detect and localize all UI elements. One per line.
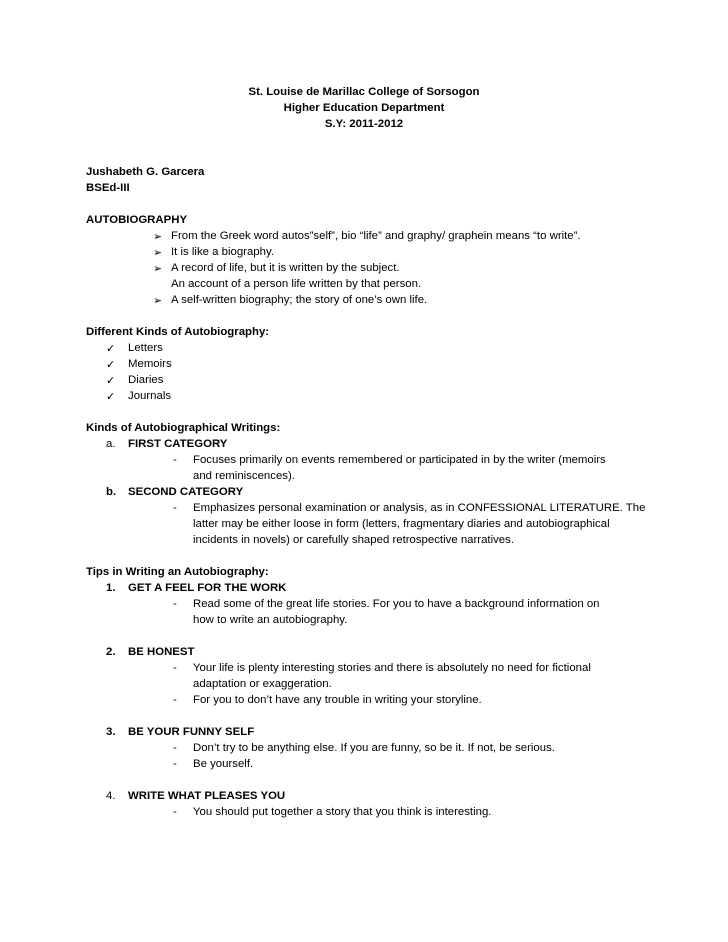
- autobiography-heading: AUTOBIOGRAPHY: [86, 214, 188, 226]
- dash-bullet: -: [173, 454, 177, 466]
- kinds-item: Memoirs: [128, 358, 172, 370]
- department-name: Higher Education Department: [283, 102, 445, 114]
- autobiography-point: [153, 230, 162, 243]
- category-marker: a.: [106, 438, 116, 450]
- category-line: Focuses primarily on events remembered or participated in by the writer (memoirs: [193, 454, 606, 466]
- dash-bullet: -: [173, 742, 177, 754]
- category-line: latter may be either loose in form (letters, fragmentary diaries and autobiographical: [193, 518, 610, 530]
- category-line: incidents in novels) or carefully shaped retrospective narratives.: [193, 534, 514, 546]
- dash-bullet: -: [173, 694, 177, 706]
- kinds-item: Diaries: [128, 374, 164, 386]
- kinds-item: Journals: [128, 390, 172, 402]
- arrow-bullet-icon: ➢: [153, 263, 163, 275]
- tip-line: Your life is plenty interesting stories and there is absolutely no need for fictional: [193, 662, 591, 674]
- tip-marker: 4.: [106, 790, 116, 802]
- autobiography-point: [153, 262, 162, 275]
- autobiography-point-text: From the Greek word autos”self”, bio “life” and graphy/ graphein means “to write”.: [171, 230, 581, 242]
- tip-line: Be yourself.: [193, 758, 254, 770]
- kinds-heading: Different Kinds of Autobiography:: [86, 326, 270, 338]
- tip-line: Read some of the great life stories. For you to have a background information on: [193, 598, 600, 610]
- tip-line: You should put together a story that you think is interesting.: [193, 806, 492, 818]
- category-title: SECOND CATEGORY: [128, 486, 244, 498]
- checkmark-icon: ✓: [106, 375, 116, 387]
- autobiography-point-text: It is like a biography.: [171, 246, 274, 258]
- tip-title: GET A FEEL FOR THE WORK: [128, 582, 287, 594]
- arrow-bullet-icon: ➢: [153, 231, 163, 243]
- autobiography-point: [153, 246, 162, 259]
- autobiography-point-continuation: An account of a person life written by that person.: [171, 278, 422, 290]
- tip-title: WRITE WHAT PLEASES YOU: [128, 790, 286, 802]
- dash-bullet: -: [173, 598, 177, 610]
- student-name: Jushabeth G. Garcera: [86, 166, 205, 178]
- arrow-bullet-icon: ➢: [153, 247, 163, 259]
- category-line: Emphasizes personal examination or analysis, as in CONFESSIONAL LITERATURE. The: [193, 502, 646, 514]
- tip-marker: 1.: [106, 582, 116, 594]
- autobiography-point-text: A self-written biography; the story of one’s own life.: [171, 294, 428, 306]
- checkmark-icon: ✓: [106, 359, 116, 371]
- tips-heading: Tips in Writing an Autobiography:: [86, 566, 269, 578]
- dash-bullet: -: [173, 662, 177, 674]
- checkmark-icon: ✓: [106, 343, 116, 355]
- dash-bullet: -: [173, 806, 177, 818]
- institution-name: St. Louise de Marillac College of Sorsogon: [248, 86, 480, 98]
- school-year: S.Y: 2011-2012: [324, 118, 404, 130]
- tip-line: Don’t try to be anything else. If you are funny, so be it. If not, be serious.: [193, 742, 555, 754]
- dash-bullet: -: [173, 758, 177, 770]
- category-title: FIRST CATEGORY: [128, 438, 228, 450]
- checkmark-icon: ✓: [106, 391, 116, 403]
- dash-bullet: -: [173, 502, 177, 514]
- tip-line: For you to don’t have any trouble in writing your storyline.: [193, 694, 482, 706]
- category-marker: b.: [106, 486, 117, 498]
- tip-marker: 3.: [106, 726, 116, 738]
- tip-line: how to write an autobiography.: [193, 614, 348, 626]
- arrow-bullet-icon: ➢: [153, 295, 163, 307]
- autobiography-point: [153, 294, 162, 307]
- tip-marker: 2.: [106, 646, 116, 658]
- category-line: and reminiscences).: [193, 470, 295, 482]
- kinds-item: Letters: [128, 342, 163, 354]
- tip-title: BE HONEST: [128, 646, 195, 658]
- autobiography-point-text: A record of life, but it is written by the subject.: [171, 262, 400, 274]
- student-course: BSEd-III: [86, 182, 130, 194]
- writings-heading: Kinds of Autobiographical Writings:: [86, 422, 281, 434]
- tip-title: BE YOUR FUNNY SELF: [128, 726, 255, 738]
- tip-line: adaptation or exaggeration.: [193, 678, 332, 690]
